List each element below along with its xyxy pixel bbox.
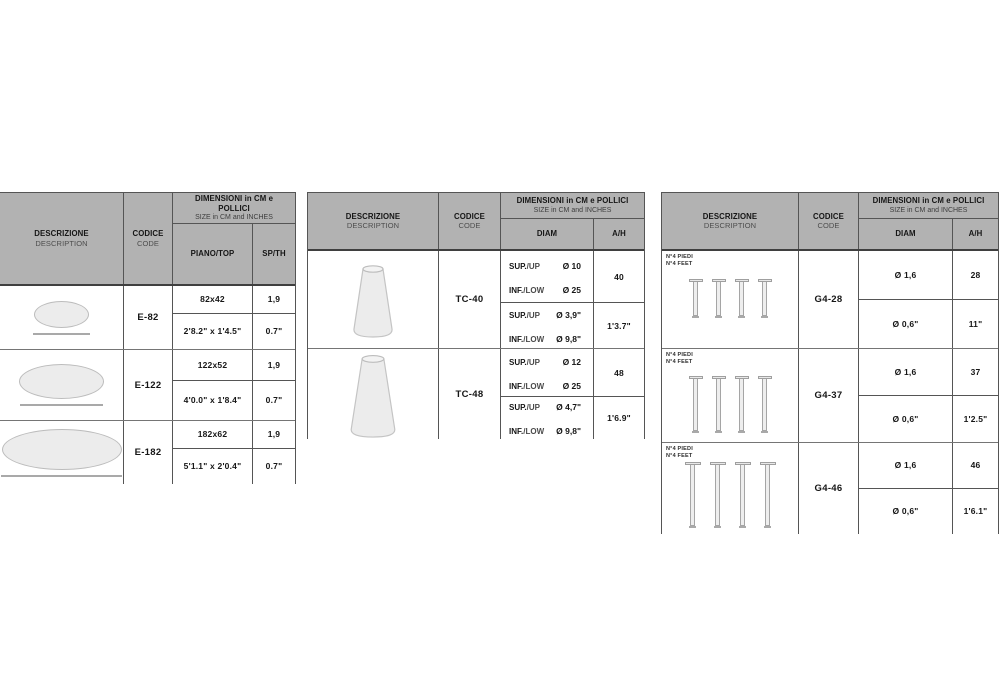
cone-base-drawing bbox=[351, 263, 395, 341]
feet-count-label-it: N°4 PIEDI bbox=[666, 352, 693, 358]
feet-drawing bbox=[689, 279, 772, 318]
height-cm: 37 bbox=[970, 366, 981, 377]
cm-size-value: 82x42 bbox=[173, 286, 253, 313]
header-cell-descrizione bbox=[308, 193, 439, 249]
descrizione-label: DESCRIZIONE bbox=[34, 229, 89, 239]
height-inch: 1'6.9" bbox=[607, 413, 631, 423]
descrizione-label: DESCRIZIONE bbox=[345, 211, 401, 221]
height-inch: 11" bbox=[968, 318, 983, 329]
tabletop-oval-drawing bbox=[19, 364, 104, 399]
descrizione-label: DESCRIZIONE bbox=[702, 211, 758, 221]
sup-label: SUP. bbox=[509, 261, 527, 271]
height-cm: 40 bbox=[614, 271, 624, 282]
inf-label: INF. bbox=[509, 427, 524, 436]
product-code: G4-46 bbox=[799, 443, 859, 534]
code-label: CODE bbox=[136, 238, 160, 248]
tabletop-edge-drawing bbox=[1, 475, 122, 477]
code-label: CODE bbox=[817, 221, 840, 231]
height-cm: 48 bbox=[614, 367, 624, 378]
column-header-diam: DIAM bbox=[859, 219, 953, 249]
tabletop-edge-drawing bbox=[20, 404, 103, 406]
cm-thickness-value: 1,9 bbox=[267, 294, 281, 305]
dimensions-title-line2: POLLICI bbox=[218, 203, 250, 213]
codice-label: CODICE bbox=[813, 211, 844, 221]
table-row bbox=[0, 286, 295, 349]
table-tabletops bbox=[0, 192, 296, 484]
inf-diameter-cm: Ø 25 bbox=[562, 284, 581, 295]
dimensions-subtitle: SIZE in CM and INCHES bbox=[889, 206, 968, 214]
diameter-cm: Ø 1,6 bbox=[859, 349, 953, 395]
sup-diameter-cm: Ø 12 bbox=[562, 356, 581, 367]
header-cell-codice bbox=[124, 193, 173, 284]
column-header-diam: DIAM bbox=[501, 219, 594, 249]
cm-size-value: 182x62 bbox=[173, 421, 253, 448]
inf-diameter-cm: Ø 25 bbox=[562, 380, 581, 391]
product-code: TC-40 bbox=[439, 251, 501, 348]
product-code: TC-48 bbox=[439, 349, 501, 439]
table-feet bbox=[661, 192, 999, 534]
diameter-cm: Ø 1,6 bbox=[859, 251, 953, 299]
inch-thickness-value: 0.7" bbox=[265, 326, 283, 337]
table-row: TC-48 SUP./UP Ø 12 INF./LOW Ø 25 48 SUP./UP Ø 4,7" INF./LOW Ø 9,8" 1'6.9" bbox=[308, 348, 644, 439]
inf-label: INF. bbox=[509, 381, 524, 391]
feet-drawing bbox=[685, 462, 776, 528]
header-cell-descrizione bbox=[0, 193, 124, 284]
cm-size-value: 122x52 bbox=[173, 350, 253, 380]
product-code: E-122 bbox=[124, 350, 173, 420]
column-header-piano-top: PIANO/TOP bbox=[173, 224, 253, 284]
header-cell-descrizione bbox=[662, 193, 799, 249]
cm-thickness-value: 1,9 bbox=[267, 359, 281, 370]
sup-diameter-inch: Ø 3,9" bbox=[556, 309, 581, 320]
table-cone-bases-header bbox=[308, 193, 644, 251]
dimensions-subtitle: SIZE in CM and INCHES bbox=[533, 206, 612, 214]
header-cell-dimensions bbox=[859, 193, 998, 249]
description-label: DESCRIPTION bbox=[703, 221, 757, 231]
dimensions-title-line1: DIMENSIONI in CM e bbox=[194, 194, 274, 203]
sup-diameter-inch: Ø 4,7" bbox=[556, 402, 581, 412]
dimensions-title: DIMENSIONI in CM e POLLICI bbox=[516, 196, 629, 206]
table-row: TC-40 SUP./UP Ø 10 INF./LOW Ø 25 40 SUP./UP Ø 3,9" INF./LOW Ø 9,8" 1'3.7" bbox=[308, 251, 644, 348]
table-row bbox=[0, 349, 295, 420]
inf-diameter-inch: Ø 9,8" bbox=[556, 333, 581, 344]
table-row bbox=[662, 348, 998, 442]
header-cell-codice bbox=[439, 193, 501, 249]
sup-diameter-cm: Ø 10 bbox=[562, 260, 581, 271]
inf-label: INF. bbox=[509, 334, 524, 344]
feet-count-label-it: N°4 PIEDI bbox=[666, 254, 693, 260]
table-row bbox=[662, 442, 998, 534]
column-header-ah: A/H bbox=[968, 229, 983, 239]
table-tabletops-header bbox=[0, 193, 295, 286]
feet-count-label-en: N°4 FEET bbox=[666, 358, 693, 365]
height-inch: 1'3.7" bbox=[607, 320, 631, 331]
table-row bbox=[662, 251, 998, 348]
column-header-sp-th: SP/TH bbox=[262, 249, 286, 259]
dimensions-title: DIMENSIONI in CM e POLLICI bbox=[872, 196, 985, 206]
dimensions-subtitle: SIZE in CM and INCHES bbox=[195, 214, 273, 221]
code-label: CODE bbox=[458, 221, 481, 231]
product-code: E-182 bbox=[124, 421, 173, 484]
tabletop-oval-drawing bbox=[2, 429, 122, 470]
header-cell-dimensions bbox=[501, 193, 644, 249]
inch-size-value: 2'8.2" x 1'4.5" bbox=[173, 314, 253, 349]
inch-thickness-value: 0.7" bbox=[265, 395, 283, 406]
product-code: E-82 bbox=[124, 286, 173, 349]
height-inch: 1'6.1" bbox=[963, 506, 988, 517]
sup-label: SUP. bbox=[509, 357, 527, 367]
diameter-inch: Ø 0,6" bbox=[859, 300, 953, 349]
description-label: DESCRIPTION bbox=[35, 238, 88, 248]
height-inch: 1'2.5" bbox=[963, 413, 988, 424]
inch-size-value: 4'0.0" x 1'8.4" bbox=[173, 381, 253, 420]
diameter-inch: Ø 0,6" bbox=[859, 396, 953, 443]
description-label: DESCRIPTION bbox=[346, 221, 400, 231]
column-header-ah: A/H bbox=[612, 229, 626, 239]
product-code: G4-37 bbox=[799, 349, 859, 442]
diameter-inch: Ø 0,6" bbox=[859, 489, 953, 535]
sup-label: SUP. bbox=[509, 403, 527, 412]
table-row bbox=[0, 420, 295, 484]
height-cm: 46 bbox=[970, 460, 981, 471]
inch-size-value: 5'1.1" x 2'0.4" bbox=[173, 449, 253, 484]
codice-label: CODICE bbox=[454, 211, 485, 221]
header-cell-dimensions bbox=[173, 193, 295, 284]
codice-label: CODICE bbox=[132, 229, 164, 239]
height-cm: 28 bbox=[970, 269, 981, 280]
table-feet-header bbox=[662, 193, 998, 251]
inf-label: INF. bbox=[509, 285, 524, 295]
diameter-cm: Ø 1,6 bbox=[859, 443, 953, 488]
tabletop-oval-drawing bbox=[34, 301, 89, 328]
sup-label: SUP. bbox=[509, 310, 527, 320]
feet-count-label-en: N°4 FEET bbox=[666, 452, 693, 459]
feet-drawing bbox=[689, 376, 772, 433]
tabletop-edge-drawing bbox=[33, 333, 90, 335]
product-code: G4-28 bbox=[799, 251, 859, 348]
feet-count-label-it: N°4 PIEDI bbox=[666, 446, 693, 452]
header-cell-codice bbox=[799, 193, 859, 249]
table-cone-bases bbox=[307, 192, 645, 439]
inch-thickness-value: 0.7" bbox=[265, 461, 283, 472]
inf-diameter-inch: Ø 9,8" bbox=[556, 426, 581, 436]
cone-base-drawing bbox=[347, 353, 399, 439]
cm-thickness-value: 1,9 bbox=[267, 429, 281, 440]
feet-count-label-en: N°4 FEET bbox=[666, 260, 693, 267]
